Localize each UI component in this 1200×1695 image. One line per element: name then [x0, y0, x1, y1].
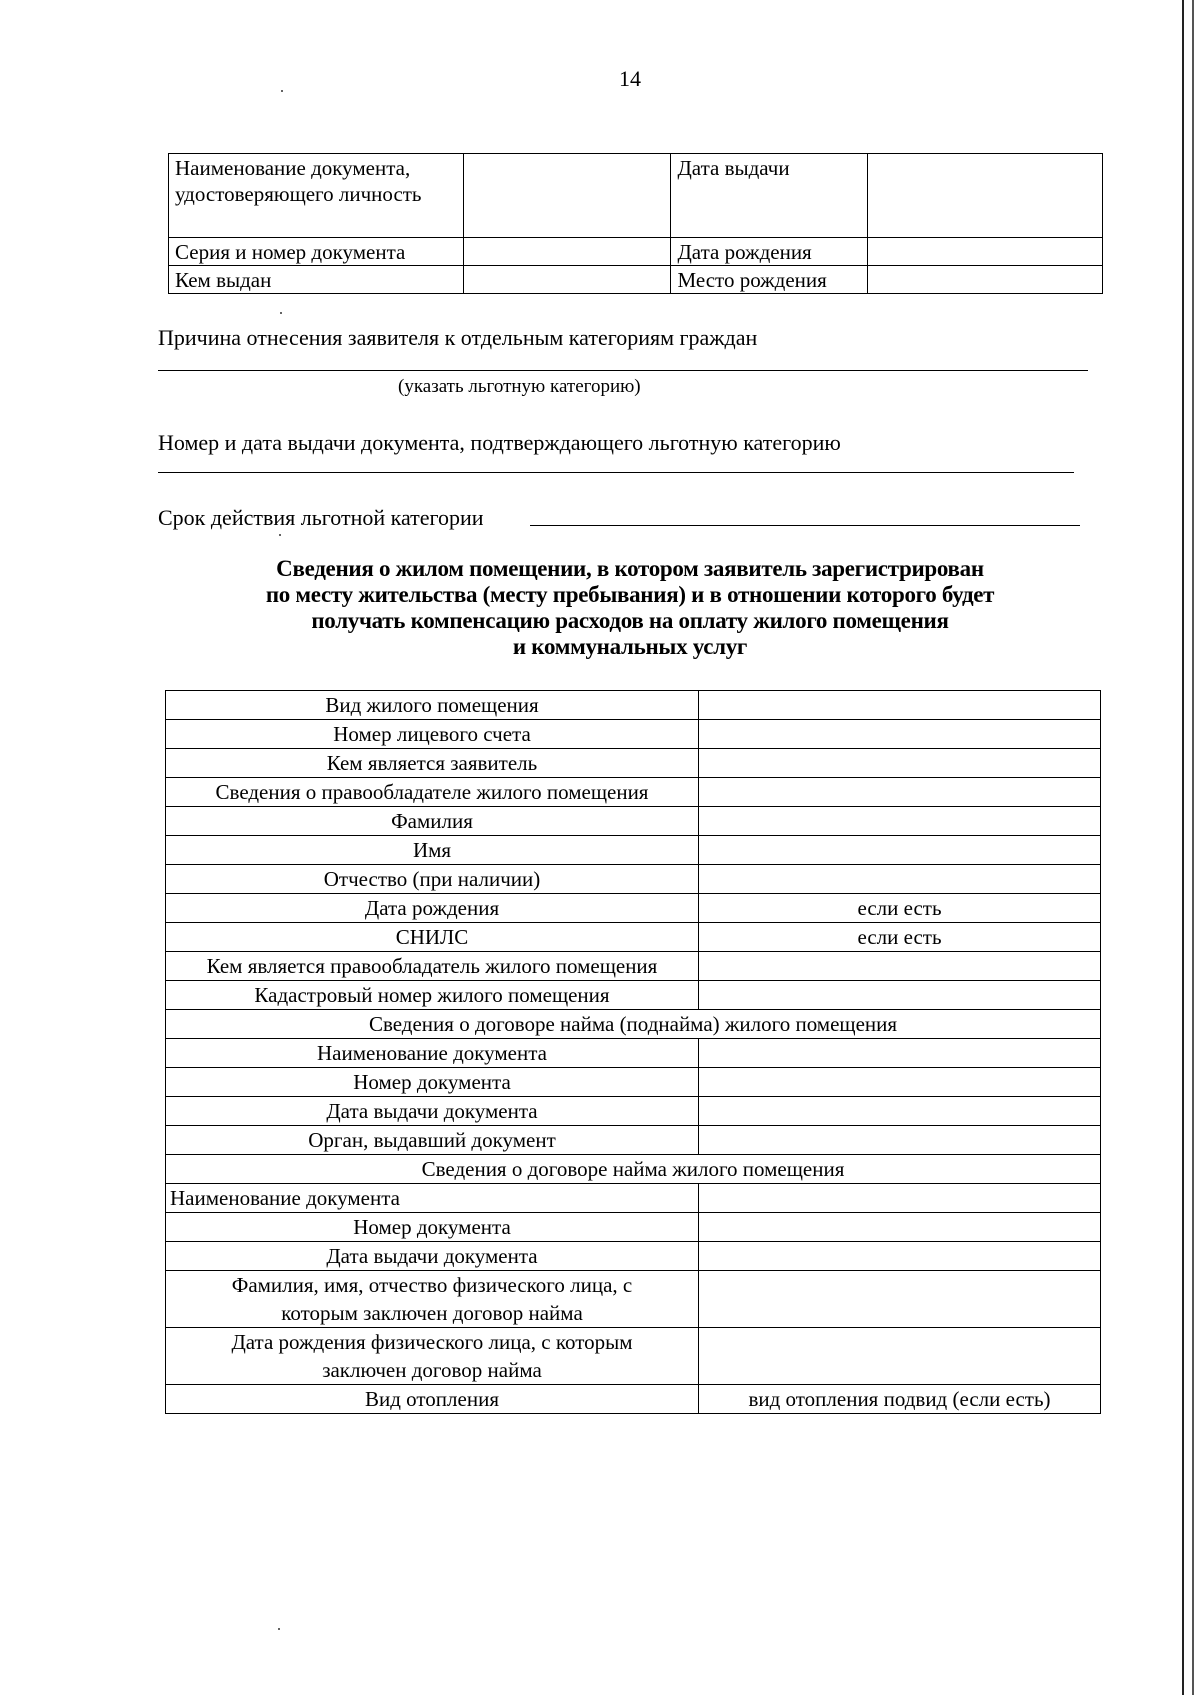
- table-row: [166, 1271, 1101, 1328]
- table-row: [169, 154, 1103, 238]
- section-heading: [150, 556, 1110, 660]
- input-cell[interactable]: вид отопления подвид (если есть): [699, 1385, 1101, 1414]
- category-reason-line[interactable]: [158, 370, 1088, 371]
- input-cell[interactable]: [699, 720, 1101, 749]
- input-cell[interactable]: [699, 1126, 1101, 1155]
- section-subheader: Сведения о договоре найма (поднайма) жилого помещения: [166, 1010, 1101, 1039]
- table-cell-label: Номер документа: [166, 1213, 699, 1242]
- page-number: 14: [619, 66, 641, 91]
- table-cell-label: Кем является правообладатель жилого помещения: [166, 952, 699, 981]
- heading-line: получать компенсацию расходов на оплату жилого помещения: [311, 608, 949, 633]
- table-row: [169, 238, 1103, 266]
- table-cell-label: Сведения о правообладателе жилого помещения: [166, 778, 699, 807]
- heading-line: и коммунальных услуг: [512, 634, 748, 659]
- table-cell-label: Дата выдачи документа: [166, 1097, 699, 1126]
- scan-speck: [281, 90, 283, 92]
- input-cell[interactable]: [699, 836, 1101, 865]
- input-cell[interactable]: [699, 1039, 1101, 1068]
- table-row: [166, 981, 1101, 1010]
- validity-period-label: Срок действия льготной категории: [158, 505, 484, 530]
- housing-info-table: [165, 690, 1101, 1414]
- table-row: [166, 807, 1101, 836]
- input-cell[interactable]: [699, 865, 1101, 894]
- table-cell-label: Дата рождения: [671, 238, 868, 266]
- table-cell-label: Дата выдачи: [671, 154, 868, 238]
- input-cell[interactable]: [699, 1213, 1101, 1242]
- input-cell[interactable]: [868, 154, 1103, 238]
- table-row: [166, 749, 1101, 778]
- input-cell[interactable]: [463, 238, 671, 266]
- scan-speck: [280, 312, 282, 314]
- table-row: [166, 1039, 1101, 1068]
- input-cell[interactable]: [868, 266, 1103, 294]
- table-cell-label: Фамилия: [166, 807, 699, 836]
- input-cell[interactable]: [699, 1068, 1101, 1097]
- table-cell-label: Имя: [166, 836, 699, 865]
- section-subheader: Сведения о договоре найма жилого помещения: [166, 1155, 1101, 1184]
- input-cell[interactable]: если есть: [699, 894, 1101, 923]
- table-row: [166, 865, 1101, 894]
- scan-speck: [278, 1628, 280, 1630]
- table-cell-label: Дата рождения: [166, 894, 699, 923]
- table-row: [166, 1385, 1101, 1414]
- category-hint: (указать льготную категорию): [398, 376, 641, 397]
- table-row: [166, 894, 1101, 923]
- table-cell-label: Наименование документа, удостоверяющего личность: [169, 154, 464, 238]
- input-cell[interactable]: [699, 691, 1101, 720]
- table-row: [166, 1097, 1101, 1126]
- input-cell[interactable]: [699, 1184, 1101, 1213]
- table-row: [166, 1155, 1101, 1184]
- table-cell-label: Место рождения: [671, 266, 868, 294]
- table-row: [166, 1184, 1101, 1213]
- input-cell[interactable]: [699, 1271, 1101, 1328]
- table-cell-label: Дата рождения физического лица, с которым заключен договор найма: [166, 1328, 699, 1385]
- input-cell[interactable]: [699, 1097, 1101, 1126]
- table-cell-label: Серия и номер документа: [169, 238, 464, 266]
- input-cell[interactable]: [463, 266, 671, 294]
- input-cell[interactable]: [699, 952, 1101, 981]
- table-cell-label: Номер лицевого счета: [166, 720, 699, 749]
- identity-document-table: [168, 153, 1103, 294]
- table-row: [166, 1010, 1101, 1039]
- input-cell[interactable]: [699, 981, 1101, 1010]
- table-cell-label: Отчество (при наличии): [166, 865, 699, 894]
- table-cell-label: Кем является заявитель: [166, 749, 699, 778]
- table-cell-label: СНИЛС: [166, 923, 699, 952]
- table-row: [166, 1126, 1101, 1155]
- table-cell-label: Дата выдачи документа: [166, 1242, 699, 1271]
- benefit-document-label: Номер и дата выдачи документа, подтверждающего льготную категорию: [158, 430, 841, 455]
- table-cell-label: Наименование документа: [166, 1184, 699, 1213]
- table-row: [166, 691, 1101, 720]
- input-cell[interactable]: [868, 238, 1103, 266]
- input-cell[interactable]: если есть: [699, 923, 1101, 952]
- table-row: [166, 952, 1101, 981]
- page-edge-border: [1182, 0, 1194, 1695]
- category-reason-label: Причина отнесения заявителя к отдельным категориям граждан: [158, 325, 758, 350]
- table-cell-label: Вид отопления: [166, 1385, 699, 1414]
- table-cell-label: Вид жилого помещения: [166, 691, 699, 720]
- table-row: [166, 836, 1101, 865]
- table-cell-label: Номер документа: [166, 1068, 699, 1097]
- table-row: [169, 266, 1103, 294]
- input-cell[interactable]: [699, 807, 1101, 836]
- input-cell[interactable]: [699, 778, 1101, 807]
- benefit-document-line[interactable]: [158, 472, 1074, 473]
- table-cell-label: Фамилия, имя, отчество физического лица, с которым заключен договор найма: [166, 1271, 699, 1328]
- table-row: [166, 923, 1101, 952]
- table-cell-label: Кем выдан: [169, 266, 464, 294]
- table-row: [166, 720, 1101, 749]
- scan-speck: [279, 534, 281, 536]
- table-row: [166, 1242, 1101, 1271]
- table-cell-label: Наименование документа: [166, 1039, 699, 1068]
- input-cell[interactable]: [463, 154, 671, 238]
- table-row: [166, 1068, 1101, 1097]
- input-cell[interactable]: [699, 1242, 1101, 1271]
- input-cell[interactable]: [699, 1328, 1101, 1385]
- table-row: [166, 778, 1101, 807]
- table-row: [166, 1213, 1101, 1242]
- heading-line: по месту жительства (месту пребывания) и в отношении которого будет: [265, 582, 995, 607]
- input-cell[interactable]: [699, 749, 1101, 778]
- table-row: [166, 1328, 1101, 1385]
- heading-line: Сведения о жилом помещении, в котором заявитель зарегистрирован: [276, 556, 984, 581]
- table-cell-label: Кадастровый номер жилого помещения: [166, 981, 699, 1010]
- table-cell-label: Орган, выдавший документ: [166, 1126, 699, 1155]
- validity-period-line[interactable]: [530, 525, 1080, 526]
